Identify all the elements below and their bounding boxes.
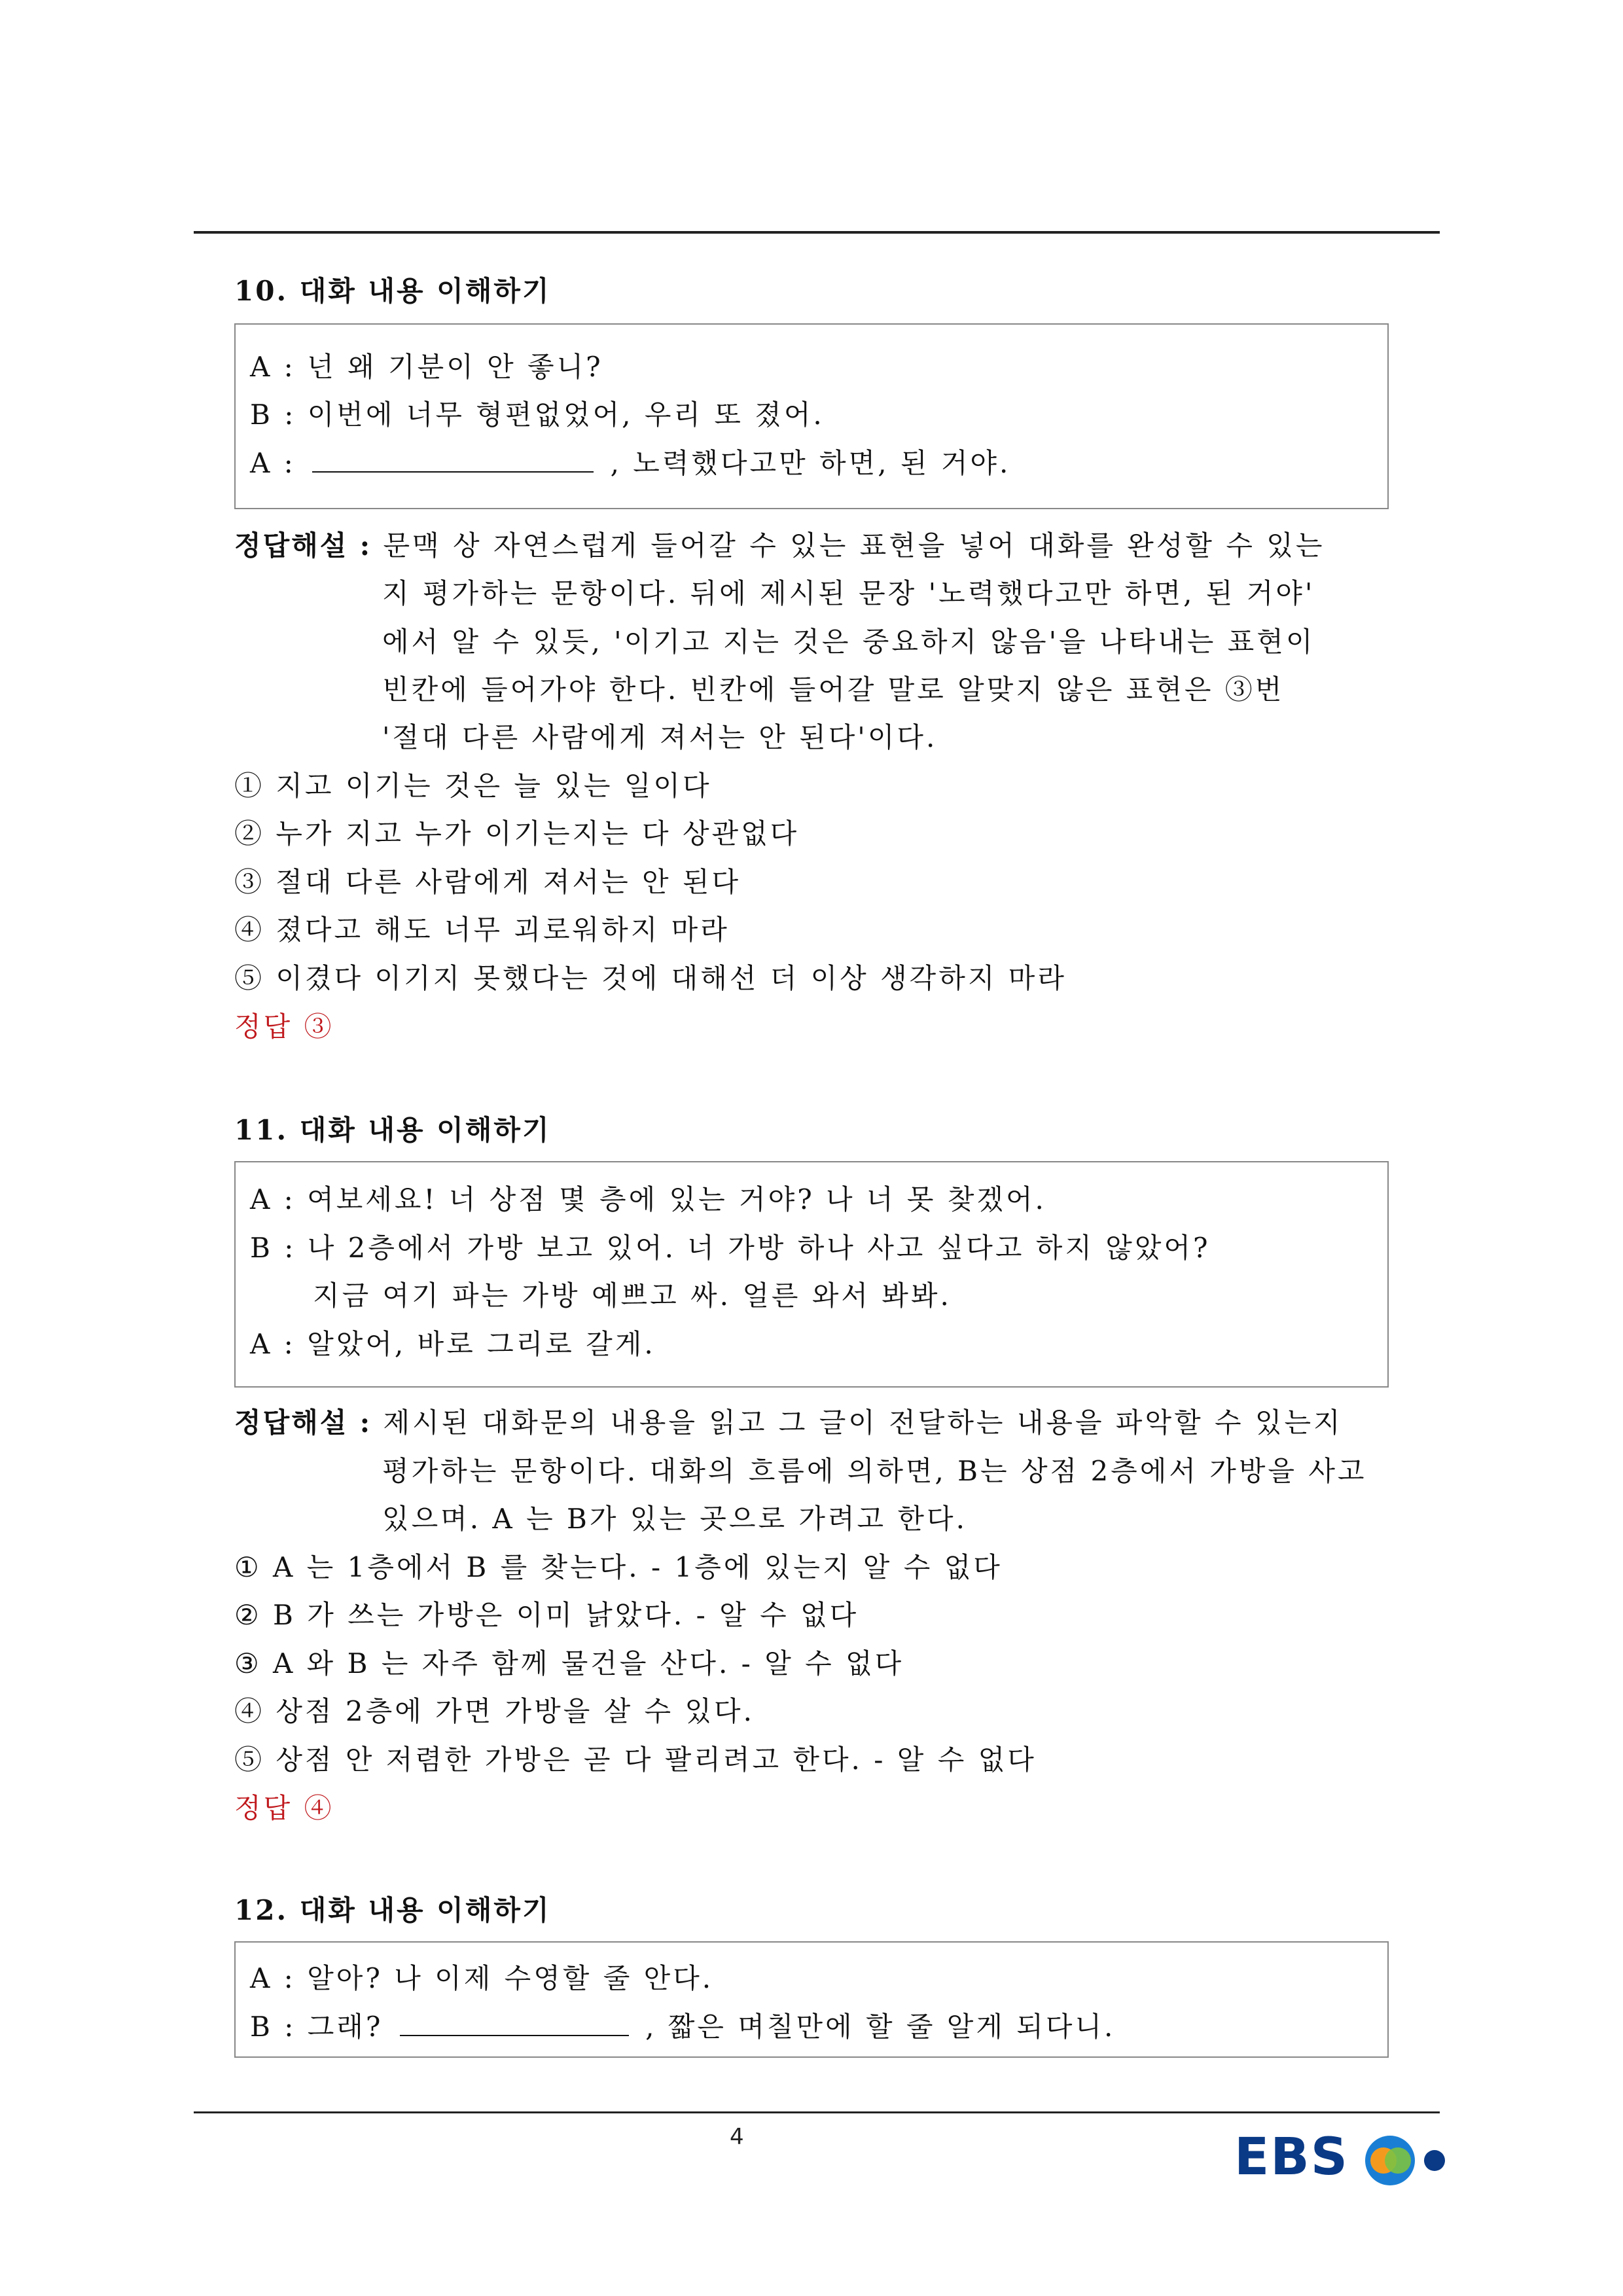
ebs-logo (1234, 2124, 1457, 2196)
dialog-text: 넌 왜 기분이 안 좋니? (307, 351, 603, 383)
speaker-label: A : (250, 1183, 296, 1215)
q10-explanation-line-2: 지 평가하는 문항이다. 뒤에 제시된 문장 '노력했다고만 하면, 된 거야' (382, 577, 1315, 609)
explanation-label: 정답해설 (234, 1407, 349, 1439)
q10-title: 10. 대화 내용 이해하기 (234, 275, 551, 307)
q10-dialog-line-a2 (250, 447, 1011, 479)
dialog-text: 알았어, 바로 그리로 갈게. (307, 1328, 656, 1360)
q10-explanation-line-4: 빈칸에 들어가야 한다. 빈칸에 들어갈 말로 알맞지 않은 표현은 ③번 (382, 673, 1285, 706)
answer-blank (312, 466, 594, 473)
ebs-logo-mark-icon (1234, 2124, 1457, 2196)
dialog-text: , 짧은 며칠만에 할 줄 알게 되다니. (645, 2011, 1116, 2043)
q10-option-4: ④ 졌다고 해도 너무 괴로워하지 마라 (234, 914, 730, 946)
q11-dialog-line-a1 (250, 1183, 1046, 1215)
dialog-text: , 노력했다고만 하면, 된 거야. (610, 447, 1011, 479)
q10-explanation-line-5: '절대 다른 사람에게 져서는 안 된다'이다. (382, 721, 938, 753)
q11-option-4: ④ 상점 2층에 가면 가방을 살 수 있다. (234, 1695, 755, 1727)
dialog-text: 알아? 나 이제 수영할 줄 안다. (307, 1962, 714, 1994)
explanation-separator: : (359, 1407, 372, 1439)
q11-answer: 정답 ④ (234, 1792, 334, 1824)
dialog-text: 이번에 너무 형편없었어, 우리 또 졌어. (307, 399, 825, 431)
q11-dialog-line-a2 (250, 1328, 656, 1360)
q11-explanation-head (234, 1409, 1343, 1437)
q10-dialog-line-b1 (250, 401, 825, 429)
q10-option-3: ③ 절대 다른 사람에게 져서는 안 된다 (234, 866, 741, 898)
q11-dialog-line-b1-cont: 지금 여기 파는 가방 예쁘고 싸. 얼른 와서 봐봐. (313, 1280, 952, 1312)
speaker-label: A : (250, 351, 296, 383)
explanation-separator: : (359, 529, 372, 562)
explanation-label: 정답해설 (234, 529, 349, 562)
explanation-line: 문맥 상 자연스럽게 들어갈 수 있는 표현을 넣어 대화를 완성할 수 있는 (383, 529, 1325, 562)
q11-explanation-line-3: 있으며. A 는 B가 있는 곳으로 가려고 한다. (382, 1503, 967, 1535)
speaker-label: A : (250, 1328, 296, 1360)
speaker-label: B : (250, 2011, 296, 2043)
q11-title: 11. 대화 내용 이해하기 (234, 1114, 551, 1146)
page-number: 4 (730, 2124, 744, 2150)
q10-explanation-line-3: 에서 알 수 있듯, '이기고 지는 것은 중요하지 않음'을 나타내는 표현이 (382, 626, 1315, 658)
dialog-text: 여보세요! 너 상점 몇 층에 있는 거야? 나 너 못 찾겠어. (307, 1183, 1046, 1215)
q10-option-2: ② 누가 지고 누가 이기는지는 다 상관없다 (234, 817, 800, 850)
header-rule (194, 231, 1440, 234)
speaker-label: A : (250, 447, 296, 479)
q12-dialog-line-b1 (250, 2013, 1115, 2041)
q11-explanation-line-2: 평가하는 문항이다. 대화의 흐름에 의하면, B는 상점 2층에서 가방을 사고 (382, 1455, 1367, 1487)
q10-dialog-line-a1 (250, 353, 603, 381)
dialog-text: 나 2층에서 가방 보고 있어. 너 가방 하나 사고 싶다고 하지 않았어? (307, 1232, 1211, 1264)
speaker-label: A : (250, 1962, 296, 1994)
answer-blank (400, 2030, 629, 2036)
q11-dialog-line-b1 (250, 1234, 1210, 1262)
logo-text: EBS (1234, 2128, 1349, 2187)
explanation-line: 제시된 대화문의 내용을 읽고 그 글이 전달하는 내용을 파악할 수 있는지 (383, 1407, 1343, 1439)
logo-dot-green (1385, 2147, 1411, 2174)
footer-rule (194, 2111, 1440, 2113)
q11-option-3: ③ A 와 B 는 자주 함께 물건을 산다. - 알 수 없다 (234, 1647, 904, 1679)
q11-option-1: ① A 는 1층에서 B 를 찾는다. - 1층에 있는지 알 수 없다 (234, 1551, 1003, 1583)
q10-answer: 정답 ③ (234, 1011, 334, 1043)
q11-option-2: ② B 가 쓰는 가방은 이미 낡았다. - 알 수 없다 (234, 1599, 859, 1631)
q12-dialog-line-a1 (250, 1962, 714, 1994)
logo-dot-navy (1424, 2150, 1445, 2171)
q10-explanation-head (234, 529, 1325, 562)
q10-option-1: ① 지고 이기는 것은 늘 있는 일이다 (234, 770, 712, 802)
speaker-label: B : (250, 399, 296, 431)
q10-option-5: ⑤ 이겼다 이기지 못했다는 것에 대해선 더 이상 생각하지 마라 (234, 962, 1067, 994)
speaker-label: B : (250, 1232, 296, 1264)
dialog-text: 그래? (307, 2011, 383, 2043)
q12-title: 12. 대화 내용 이해하기 (234, 1894, 551, 1926)
q11-option-5: ⑤ 상점 안 저렴한 가방은 곧 다 팔리려고 한다. - 알 수 없다 (234, 1744, 1037, 1776)
